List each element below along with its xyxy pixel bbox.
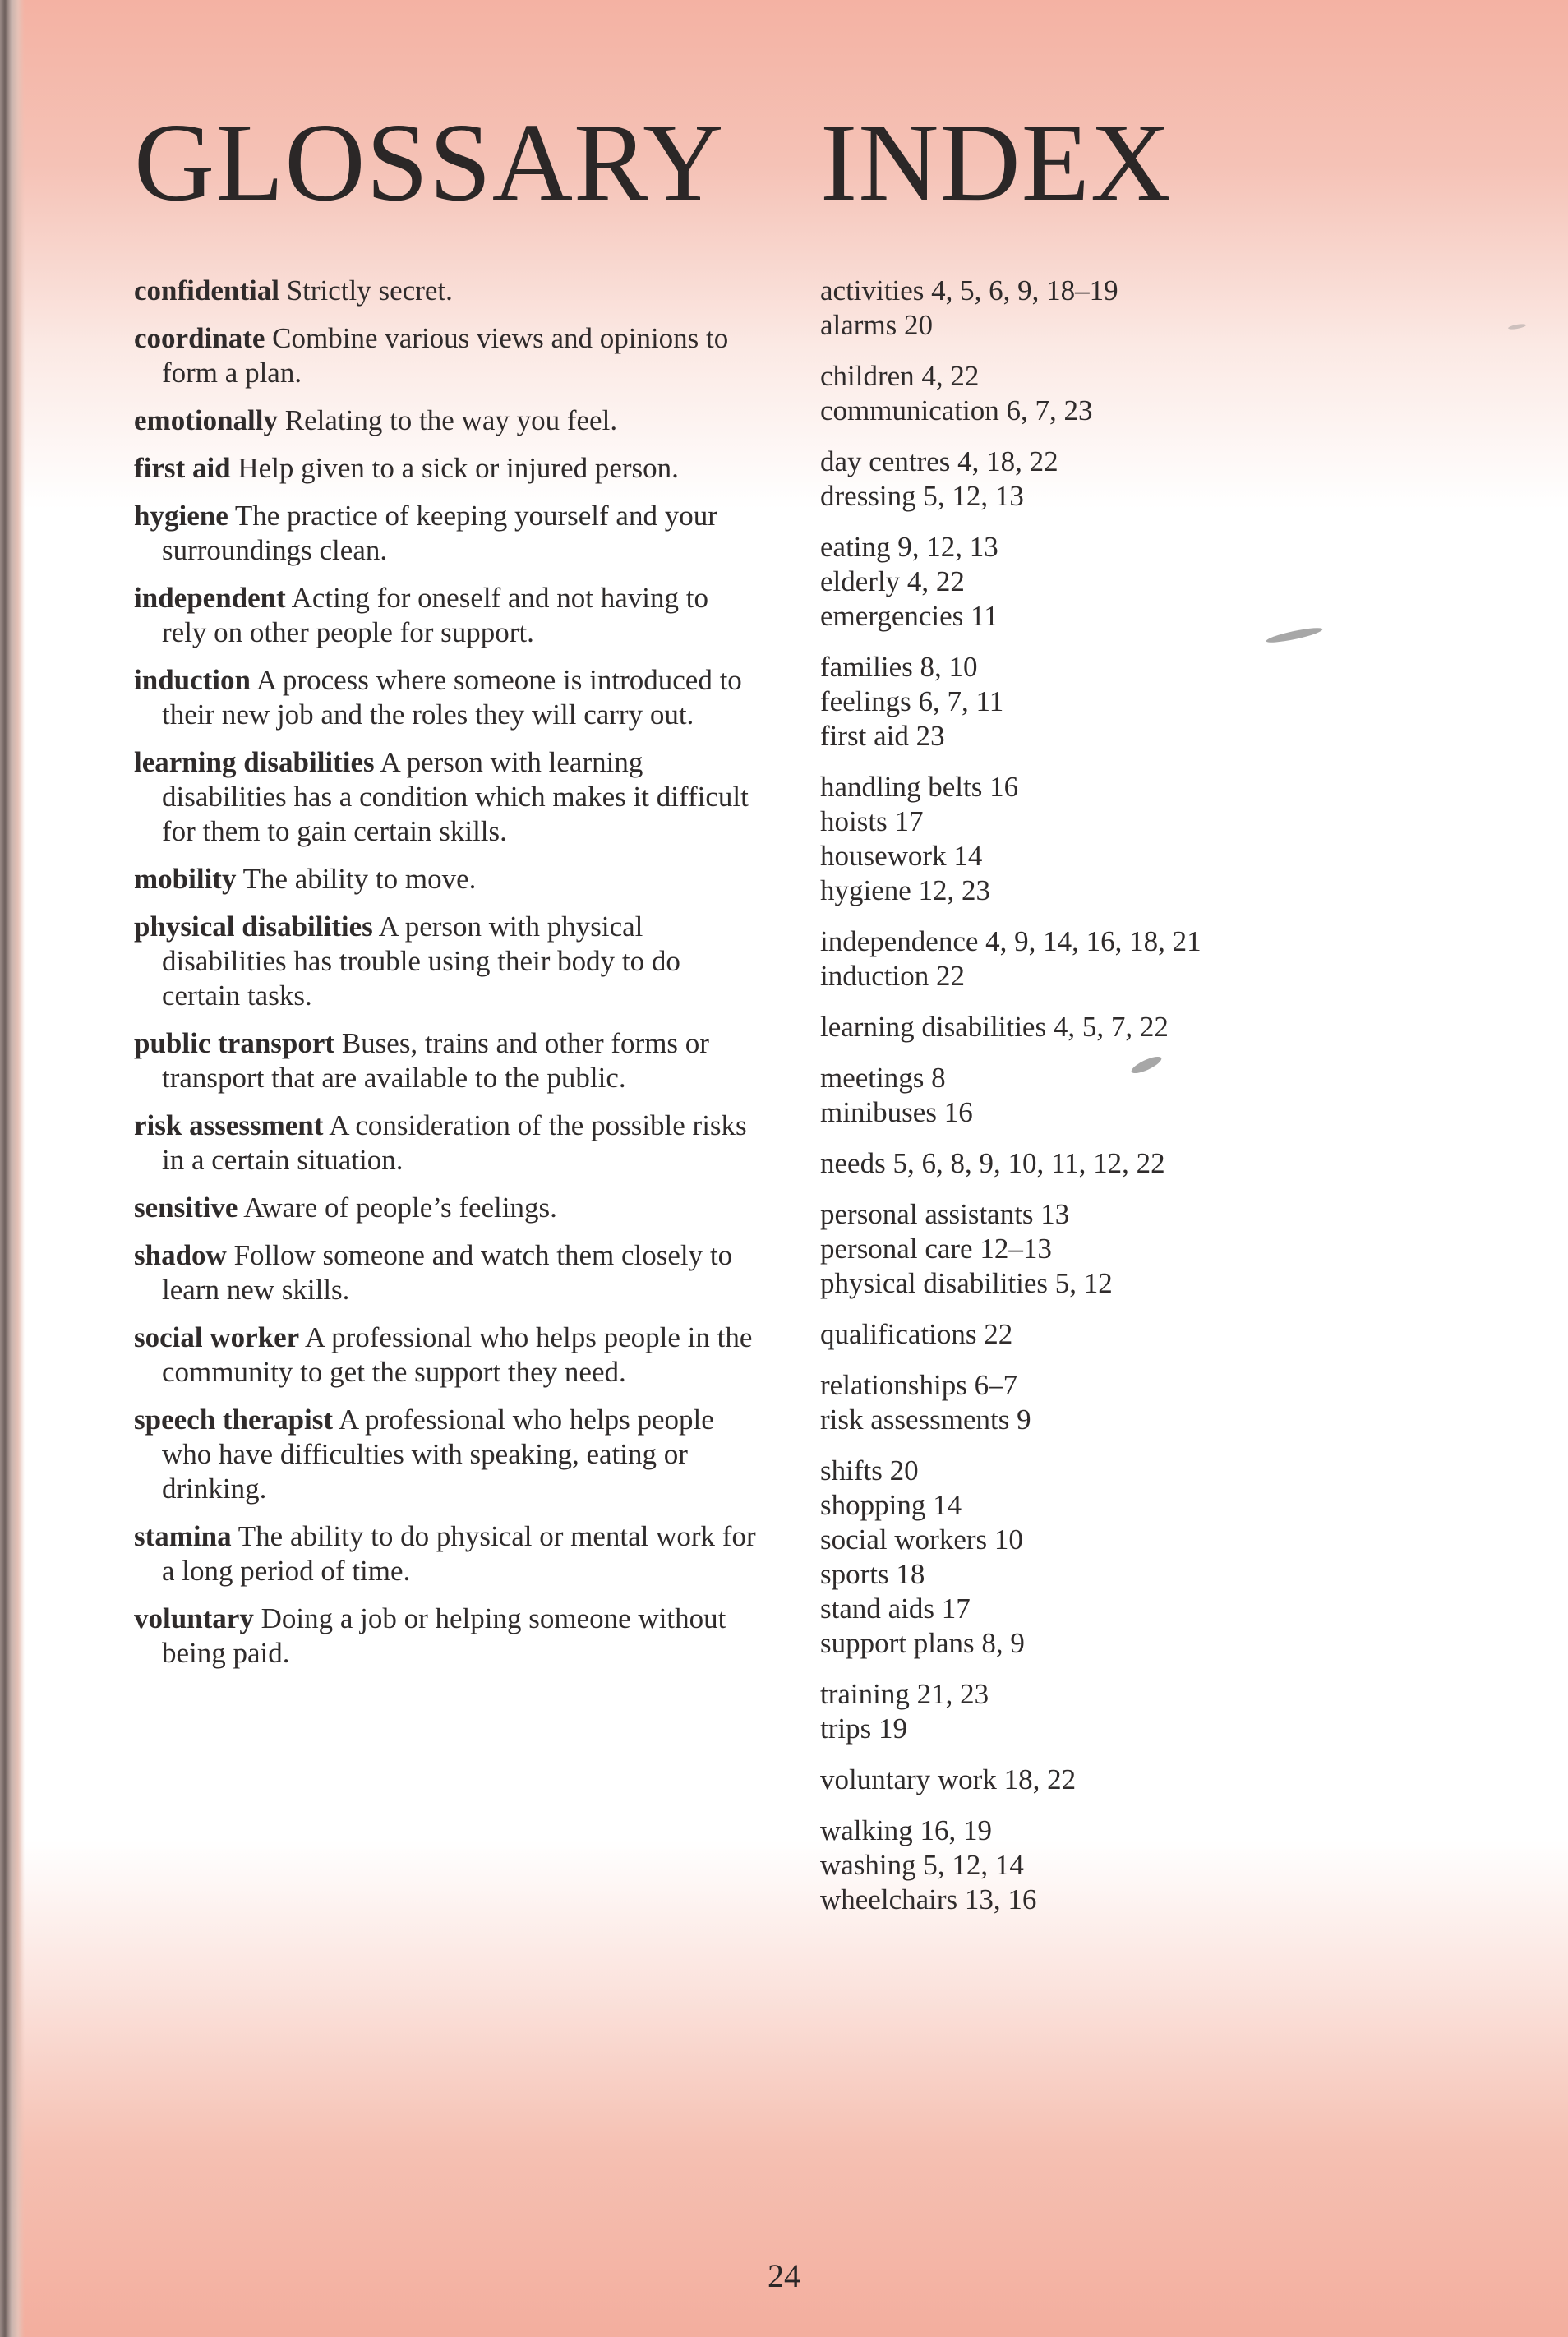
glossary-definition: Acting for oneself and not having to rely on other people for support. — [162, 582, 708, 648]
index-entry: day centres 4, 18, 22 — [820, 445, 1058, 477]
index-entry: qualifications 22 — [820, 1318, 1013, 1350]
index-entry: independence 4, 9, 14, 16, 18, 21 — [820, 925, 1201, 957]
index-entry: communication 6, 7, 23 — [820, 394, 1093, 426]
glossary-term: coordinate — [134, 322, 265, 354]
index-entry: training 21, 23 — [820, 1678, 989, 1710]
index-group — [820, 1763, 1494, 1797]
index-entry: shifts 20 — [820, 1454, 919, 1487]
index-entry: dressing 5, 12, 13 — [820, 480, 1024, 512]
glossary-definition: Doing a job or helping someone without being paid. — [162, 1602, 726, 1669]
index-entry: needs 5, 6, 8, 9, 10, 11, 12, 22 — [820, 1147, 1165, 1179]
glossary-term: sensitive — [134, 1192, 238, 1224]
glossary-term: shadow — [134, 1239, 227, 1271]
index-group — [820, 274, 1494, 343]
glossary-list — [134, 274, 759, 1684]
glossary-definition: A professional who helps people who have difficulties with speaking, eating or drinking. — [162, 1404, 714, 1505]
glossary-term: emotionally — [134, 404, 278, 436]
glossary-entry — [134, 1026, 759, 1095]
glossary-term: physical disabilities — [134, 910, 373, 943]
glossary-definition: Combine various views and opinions to form a plan. — [162, 322, 729, 389]
index-entry: learning disabilities 4, 5, 7, 22 — [820, 1011, 1169, 1043]
glossary-term: independent — [134, 582, 286, 614]
glossary-entry — [134, 745, 759, 849]
glossary-term: social worker — [134, 1321, 300, 1353]
glossary-definition: Follow someone and watch them closely to learn new skills. — [162, 1239, 733, 1306]
glossary-entry — [134, 321, 759, 390]
index-entry: first aid 23 — [820, 720, 945, 752]
glossary-entry — [134, 581, 759, 650]
index-entry: wheelchairs 13, 16 — [820, 1883, 1037, 1915]
book-binding-edge — [0, 0, 25, 2337]
page-scratch-mark — [1508, 323, 1527, 330]
index-group — [820, 650, 1494, 754]
glossary-definition: A consideration of the possible risks in a certain situation. — [162, 1109, 747, 1176]
index-entry: personal assistants 13 — [820, 1198, 1070, 1230]
glossary-term: risk assessment — [134, 1109, 324, 1141]
index-entry: hygiene 12, 23 — [820, 874, 991, 906]
index-entry: handling belts 16 — [820, 771, 1019, 803]
index-group — [820, 924, 1494, 993]
glossary-entry — [134, 1191, 759, 1225]
index-entry: risk assessments 9 — [820, 1404, 1031, 1436]
index-entry: personal care 12–13 — [820, 1233, 1052, 1265]
index-entry: activities 4, 5, 6, 9, 18–19 — [820, 274, 1118, 307]
glossary-term: hygiene — [134, 500, 228, 532]
glossary-entry — [134, 862, 759, 897]
index-entry: elderly 4, 22 — [820, 565, 965, 597]
glossary-entry — [134, 451, 759, 486]
index-entry: children 4, 22 — [820, 360, 980, 392]
index-entry: walking 16, 19 — [820, 1814, 993, 1846]
glossary-entry — [134, 663, 759, 732]
index-entry: hoists 17 — [820, 805, 924, 837]
index-entry: families 8, 10 — [820, 651, 978, 683]
glossary-definition: The ability to move. — [242, 863, 477, 895]
glossary-definition: The ability to do physical or mental work for a long period of time. — [162, 1520, 756, 1587]
index-group — [820, 445, 1494, 514]
index-entry: housework 14 — [820, 840, 983, 872]
glossary-entry — [134, 1403, 759, 1506]
glossary-entry — [134, 1321, 759, 1390]
index-entry: relationships 6–7 — [820, 1369, 1018, 1401]
index-entry: physical disabilities 5, 12 — [820, 1267, 1113, 1299]
glossary-definition: A person with learning disabilities has a condition which makes it difficult for them to gain certain skills. — [162, 746, 749, 847]
index-entry: meetings 8 — [820, 1062, 946, 1094]
glossary-definition: The practice of keeping yourself and your surroundings clean. — [162, 500, 717, 566]
glossary-term: first aid — [134, 452, 231, 484]
glossary-definition: Aware of people’s feelings. — [243, 1192, 557, 1224]
index-entry: alarms 20 — [820, 309, 934, 341]
index-entry: social workers 10 — [820, 1523, 1023, 1556]
index-entry: minibuses 16 — [820, 1096, 973, 1128]
glossary-term: learning disabilities — [134, 746, 375, 778]
index-group — [820, 359, 1494, 428]
glossary-entry — [134, 274, 759, 308]
glossary-entry — [134, 1519, 759, 1588]
glossary-definition: A person with physical disabilities has trouble using their body to do certain tasks. — [162, 910, 680, 1012]
index-entry: eating 9, 12, 13 — [820, 531, 998, 563]
index-group — [820, 1677, 1494, 1746]
index-group — [820, 1061, 1494, 1130]
index-entry: sports 18 — [820, 1558, 925, 1590]
glossary-definition: A process where someone is introduced to their new job and the roles they will carry out. — [162, 664, 742, 731]
glossary-term: induction — [134, 664, 251, 696]
index-entry: support plans 8, 9 — [820, 1627, 1025, 1659]
glossary-term: voluntary — [134, 1602, 254, 1634]
index-group — [820, 1010, 1494, 1044]
index-group — [820, 1146, 1494, 1181]
glossary-term: confidential — [134, 274, 279, 307]
glossary-entry — [134, 1109, 759, 1178]
index-group — [820, 770, 1494, 908]
index-group — [820, 1317, 1494, 1352]
index-group — [820, 1197, 1494, 1301]
index-group — [820, 1814, 1494, 1917]
glossary-entry — [134, 403, 759, 438]
glossary-term: public transport — [134, 1027, 335, 1059]
index-entry: feelings 6, 7, 11 — [820, 685, 1004, 717]
glossary-entry — [134, 1238, 759, 1307]
index-heading: INDEX — [820, 101, 1173, 224]
glossary-term: stamina — [134, 1520, 232, 1552]
index-entry: washing 5, 12, 14 — [820, 1849, 1024, 1881]
index-entry: voluntary work 18, 22 — [820, 1763, 1077, 1795]
index-group — [820, 530, 1494, 634]
glossary-definition: Help given to a sick or injured person. — [238, 452, 679, 484]
index-entry: stand aids 17 — [820, 1593, 971, 1625]
glossary-entry — [134, 499, 759, 568]
glossary-definition: Buses, trains and other forms or transport that are available to the public. — [162, 1027, 709, 1094]
glossary-term: speech therapist — [134, 1404, 334, 1436]
index-group — [820, 1368, 1494, 1437]
index-entry: induction 22 — [820, 960, 965, 992]
glossary-definition: A professional who helps people in the community to get the support they need. — [162, 1321, 753, 1388]
index-entry: emergencies 11 — [820, 600, 998, 632]
index-group — [820, 1454, 1494, 1661]
page-number: 24 — [768, 2257, 800, 2294]
glossary-entry — [134, 910, 759, 1013]
glossary-definition: Strictly secret. — [286, 274, 453, 307]
glossary-definition: Relating to the way you feel. — [284, 404, 618, 436]
glossary-entry — [134, 1602, 759, 1671]
glossary-term: mobility — [134, 863, 237, 895]
index-list — [820, 274, 1494, 1934]
glossary-heading: GLOSSARY — [134, 101, 725, 224]
index-entry: trips 19 — [820, 1712, 907, 1745]
index-entry: shopping 14 — [820, 1489, 962, 1521]
